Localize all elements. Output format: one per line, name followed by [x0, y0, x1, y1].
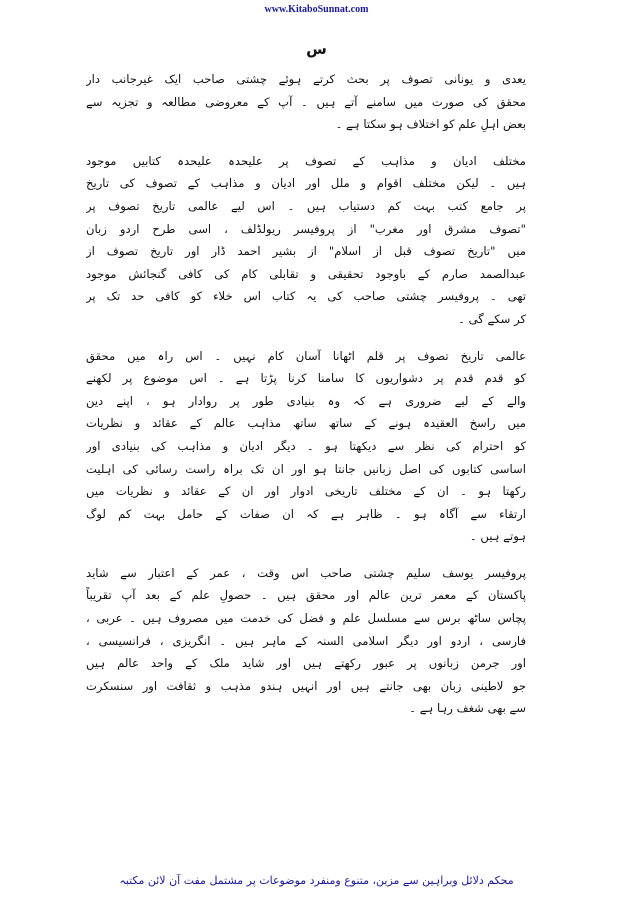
text-line: تھی ۔ پروفیسر چشتی صاحب کی یہ کتاب اس خلاء کو کافی حد تک پر — [86, 289, 526, 304]
text-line: جو لاطینی زبان بھی جانتے ہیں اور انہیں ہندو مذہب و ثقافت اور سنسکرت — [86, 678, 526, 693]
text-line: فارسی ، اردو اور دیگر اسلامی السنہ کے ماہر ہیں ۔ انگریزی ، فرانسیسی ، — [86, 633, 526, 648]
text-line: عبدالصمد صارم کے باوجود تحقیقی و تقابلی کام کی کافی گنجائش موجود — [86, 266, 526, 281]
text-line: میں "تاریخ تصوف قبل از اسلام" از بشیر احمد ڈار اور تاریخ تصوف از — [86, 244, 526, 259]
footer-tagline: محکم دلائل وبراہین سے مزین، متنوع ومنفرد موضوعات پر مشتمل مفت آن لائن مکتبہ — [119, 874, 514, 887]
paragraph-4 — [86, 562, 526, 720]
text-line: مختلف ادیان و مذاہب کے تصوف پر علیحدہ علیحدہ کتابیں موجود — [86, 153, 526, 168]
text-line: والے کے لیے ضروری ہے کہ وہ بنیادی طور پر روادار ہو ، اپنے دین — [86, 393, 526, 408]
text-line: پروفیسر یوسف سلیم چشتی صاحب اس وقت ، عمر کے اعتبار سے شاید — [86, 565, 526, 580]
text-line: عالمی تاریخ تصوف پر قلم اٹھانا آسان کام نہیں ۔ اس راہ میں محقق — [86, 348, 526, 363]
text-line: میں راسخ العقیدہ ہونے کے ساتھ ساتھ مذاہب عالم کے عقائد و نظریات — [86, 416, 526, 431]
text-line: "تصوف مشرق اور مغرب" از پروفیسر ریولڈلف ، اسی طرح اردو زبان — [86, 221, 526, 236]
paragraph-1 — [86, 68, 526, 136]
text-line: کو احترام کی نظر سے دیکھتا ہو ۔ دیگر ادیان و مذاہب کی بنیادی اور — [86, 438, 526, 453]
text-line: ہیں ۔ لیکن مختلف اقوام و ملل اور ادیان و مذاہب کے تصوف کی تاریخ — [86, 176, 526, 191]
text-line: ہوتے ہیں ۔ — [469, 529, 526, 544]
text-line: بعض اہلِ علم کو اختلاف ہو سکتا ہے ۔ — [335, 117, 526, 132]
text-line: یعدی و یونانی تصوف پر بحث کرتے ہوئے چشتی صاحب ایک غیرجانب دار — [86, 72, 526, 86]
paragraph-3 — [86, 345, 526, 548]
text-line: اساسی کتابوں کی اصل زبانیں جانتا ہو اور ان تک براہ راست رسائی کی اہلیت — [86, 461, 526, 476]
site-url[interactable]: www.KitaboSunnat.com — [264, 4, 369, 15]
page-number: س — [306, 40, 327, 58]
text-line: پچاس ساٹھ برس سے مسلسل علم و فضل کی خدمت میں مصروف ہیں ۔ عربی ، — [86, 611, 526, 626]
text-line: رکھتا ہو ۔ ان کے مختلف تاریخی ادوار اور ان کے عقائد و نظریات میں — [86, 484, 526, 499]
text-line: اور جرمن زبانوں پر عبور رکھتے ہیں اور شاید ملک کے واحد عالم ہیں — [86, 656, 526, 671]
text-line: سے بھی شغف رہا ہے ۔ — [409, 701, 526, 716]
paragraph-2 — [86, 150, 526, 331]
text-line: کو قدم قدم پر دشواریوں کا سامنا کرنا پڑتا ہے ۔ اس موضوع پر لکھنے — [86, 371, 526, 386]
text-line: پاکستان کے معمر ترین عالم اور محقق ہیں ۔ حصولِ علم کے بعد آپ تقریباً — [86, 588, 526, 603]
text-line: ارتقاء سے آگاہ ہو ۔ ظاہر ہے کہ ان صفات کے حامل بہت کم لوگ — [86, 506, 526, 521]
text-line: محقق کی صورت میں سامنے آتے ہیں ۔ آپ کے معروضی مطالعہ و تجزیہ سے — [86, 94, 526, 109]
text-line: کر سکے گی ۔ — [458, 311, 526, 326]
text-line: پر جامع کتب بہت کم دستیاب ہیں ۔ اس لیے عالمی تاریخ تصوف پر — [86, 198, 526, 213]
document-body — [86, 68, 526, 734]
